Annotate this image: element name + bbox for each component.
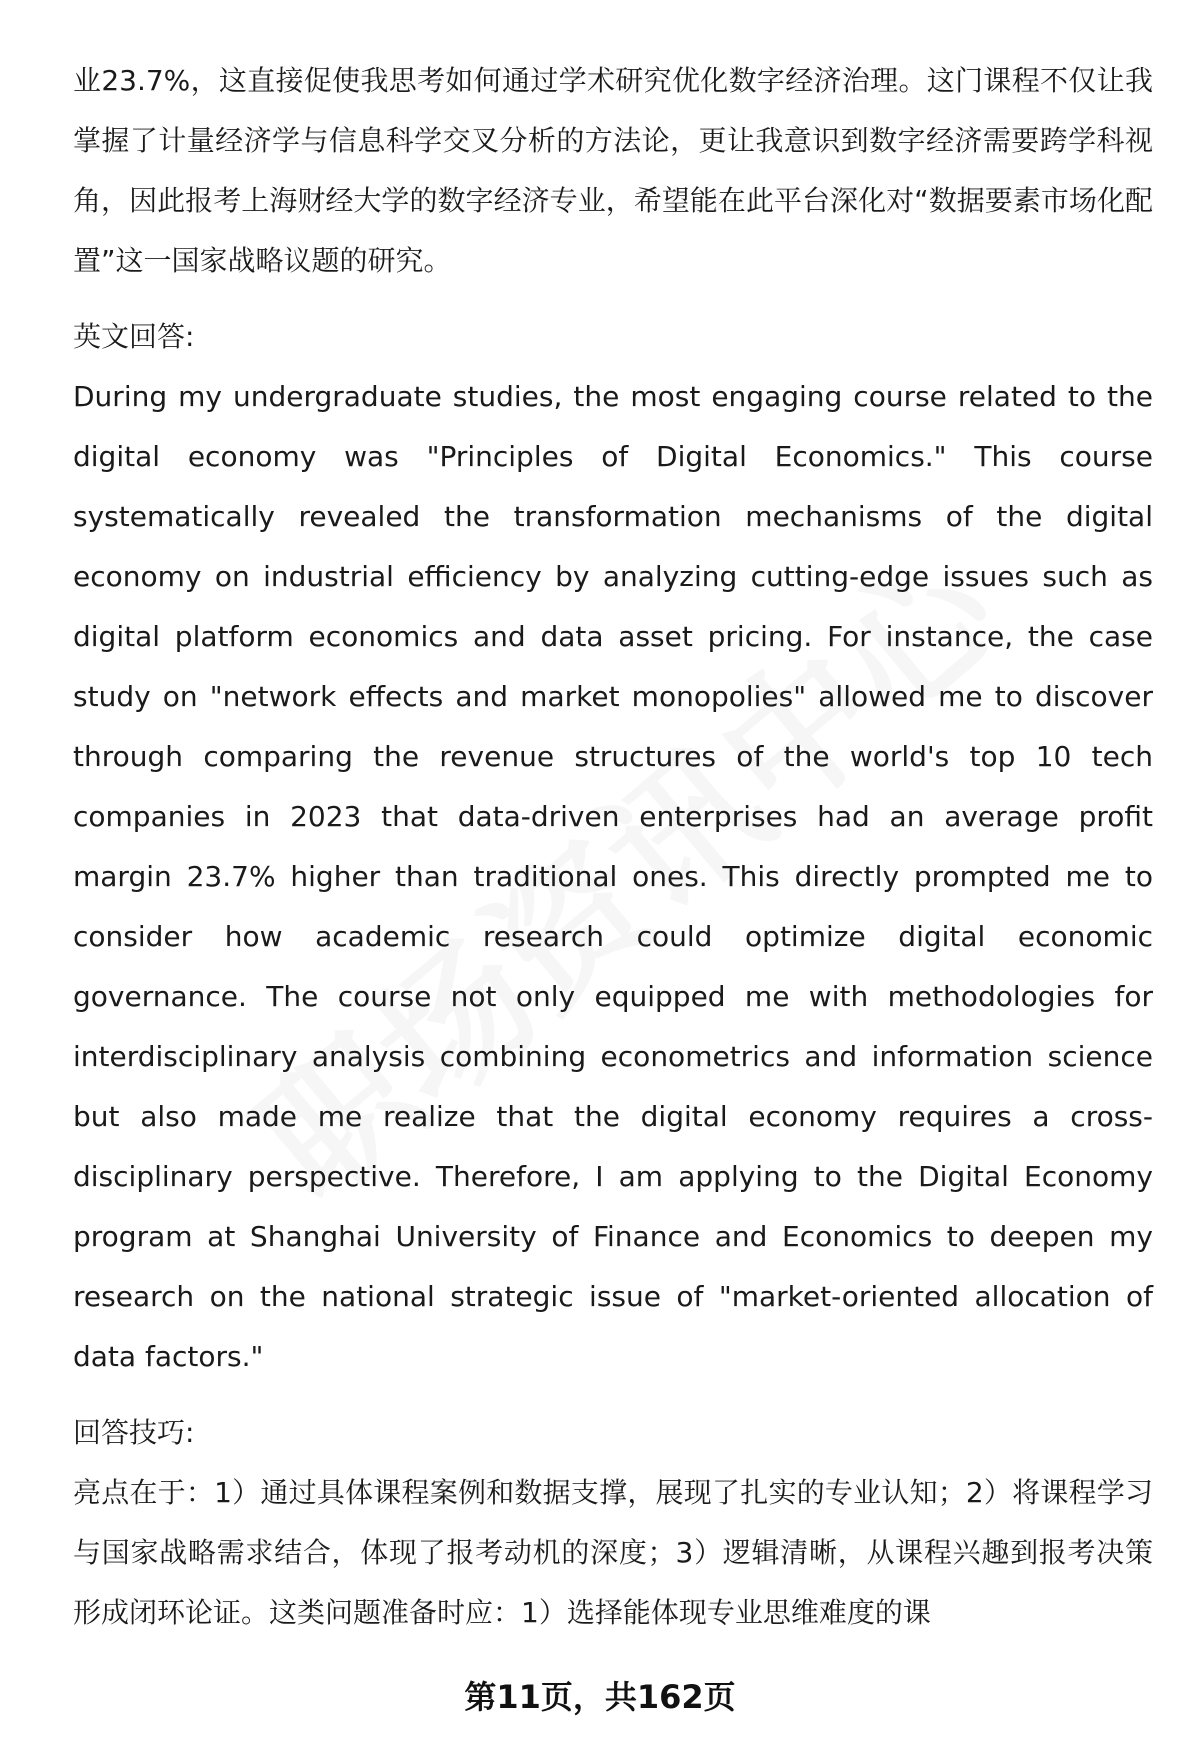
page-number: 第11页，共162页 — [464, 1678, 736, 1716]
tips-label: 回答技巧: — [73, 1416, 195, 1449]
document-body — [73, 51, 1153, 1643]
english-answer-label: 英文回答: — [73, 320, 195, 353]
tips-paragraph: 亮点在于：1）通过具体课程案例和数据支撑，展现了扎实的专业认知；2）将课程学习与国家战略需求结合，体现了报考动机的深度；3）逻辑清晰，从课程兴趣到报考决策形成闭环论证。这类问题准备时应：1）选择能体现专业思维难度的课 — [73, 1476, 1153, 1629]
english-answer-paragraph: During my undergraduate studies, the most engaging course related to the digital economy was "Principles of Digital Economics." This course systematically revealed the transformation mechanisms of the digital economy on industrial efficiency by analyzing cutting-edge issues such as digital platform economics and data asset pricing. For instance, the case study on "network effects and market monopolies" allowed me to discover through comparing the revenue structures of the world's top 10 tech companies in 2023 that data-driven enterprises had an average profit margin 23.7% higher than traditional ones. This directly prompted me to consider how academic research could optimize digital economic governance. The course not only equipped me with methodologies for interdisciplinary analysis combining econometrics and information science but also made me realize that the digital economy requires a cross-disciplinary perspective. Therefore, I am applying to the Digital Economy program at Shanghai University of Finance and Economics to deepen my research on the national strategic issue of "market-oriented allocation of data factors." — [73, 380, 1153, 1373]
chinese-answer-paragraph: 业23.7%，这直接促使我思考如何通过学术研究优化数字经济治理。这门课程不仅让我掌握了计量经济学与信息科学交叉分析的方法论，更让我意识到数字经济需要跨学科视角，因此报考上海财经大学的数字经济专业，希望能在此平台深化对“数据要素市场化配置”这一国家战略议题的研究。 — [73, 64, 1153, 277]
